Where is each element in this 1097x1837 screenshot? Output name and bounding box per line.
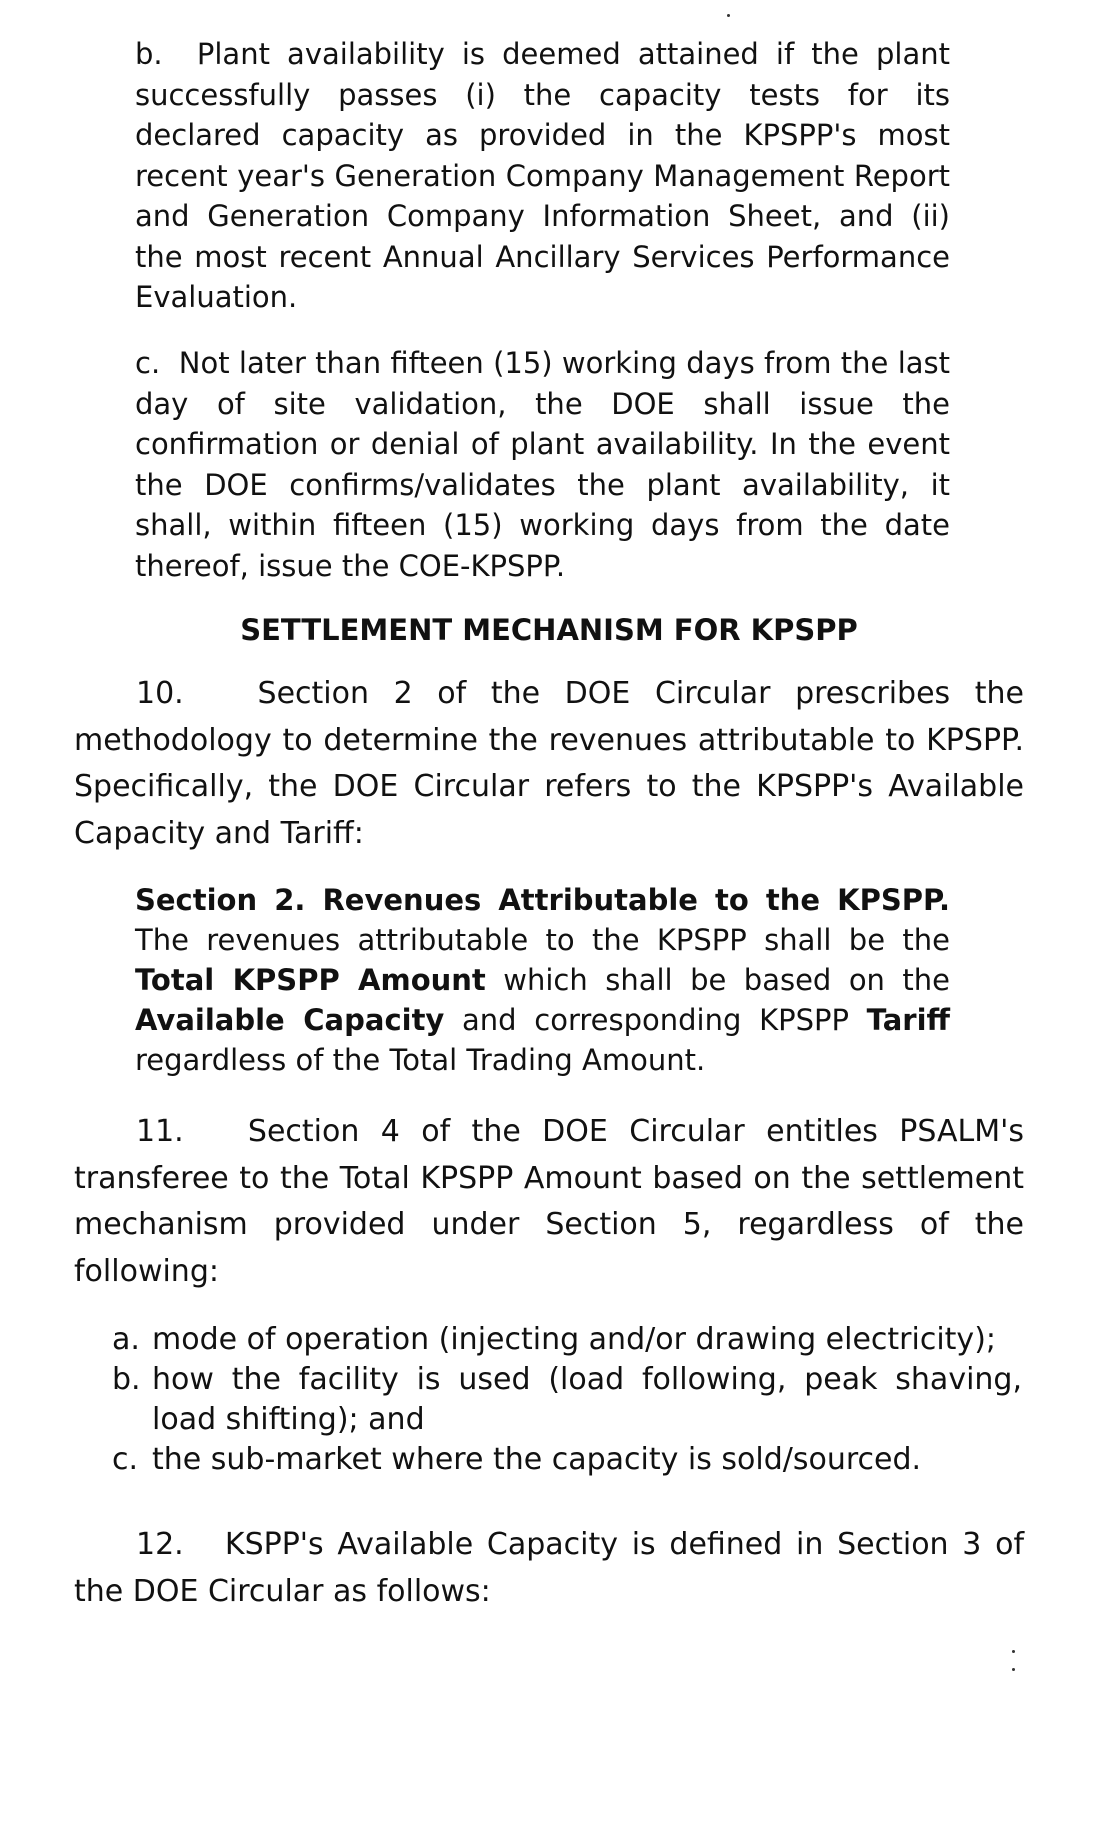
scan-speck [727,14,730,17]
paragraph-11-text: Section 4 of the DOE Circular entitles PSALM's transferee to the Total KPSPP Amount based on the settlement mechanism provided under Section 5, regardless of the following: [74,1114,1024,1289]
quote-text-2: which shall be based on the [503,963,951,997]
list-item-text: the sub-market where the capacity is sold/sourced. [152,1442,922,1477]
exception-list [112,1320,1022,1480]
item-b-text: Plant availability is deemed attained if the plant successfully passes (i) the capacity tests for its declared capacity as provided in the KPSPP's most recent year's Generation Company Management Report and Generation Company Information Sheet, and (ii) the most recent Annual Ancillary Services Performance Evaluation. [135,37,951,314]
paragraph-11-number: 11. [136,1114,184,1149]
quote-bold-3: Tariff [866,1003,951,1037]
list-item [112,1320,1022,1360]
paragraph-12 [74,1522,1024,1615]
quote-bold-1: Total KPSPP Amount [135,963,486,997]
quote-title: Section 2. Revenues Attributable to the KPSPP. [135,883,950,917]
section-heading: SETTLEMENT MECHANISM FOR KPSPP [240,613,858,647]
list-item-text: how the facility is used (load following, peak shaving, load shifting); and [152,1362,1022,1437]
item-c-marker: c. [135,346,161,380]
list-item [112,1360,1022,1440]
list-item-marker: c. [112,1442,139,1477]
list-item [112,1440,1022,1480]
paragraph-10 [74,671,1024,857]
item-c-text: Not later than fifteen (15) working days from the last day of site validation, the DOE shall issue the confirmation or denial of plant availability. In the event the DOE confirms/validates the plant availability, it shall, within fifteen (15) working days from the date thereof, issue the COE-KPSPP. [135,346,951,583]
paragraph-12-number: 12. [136,1527,184,1562]
item-c [135,343,950,586]
scan-speck [1012,1650,1015,1653]
quote-text-3: and corresponding KPSPP [462,1003,849,1037]
quote-text-1: The revenues attributable to the KPSPP shall be the [135,923,950,957]
list-item-marker: b. [112,1362,141,1397]
quote-bold-2: Available Capacity [135,1003,445,1037]
item-b-marker: b. [135,37,163,71]
quote-text-4: regardless of the Total Trading Amount. [135,1043,706,1077]
quoted-section-2 [135,880,950,1080]
list-item-marker: a. [112,1322,140,1357]
paragraph-12-text: KSPP's Available Capacity is defined in Section 3 of the DOE Circular as follows: [74,1527,1025,1609]
scan-speck [1012,1668,1015,1671]
paragraph-10-text: Section 2 of the DOE Circular prescribes the methodology to determine the revenues attributable to KPSPP. Specifically, the DOE Circular refers to the KPSPP's Available Capacity and Tariff: [74,676,1025,851]
item-b [135,34,950,318]
paragraph-10-number: 10. [136,676,184,711]
list-item-text: mode of operation (injecting and/or drawing electricity); [152,1322,996,1357]
paragraph-11 [74,1109,1024,1295]
